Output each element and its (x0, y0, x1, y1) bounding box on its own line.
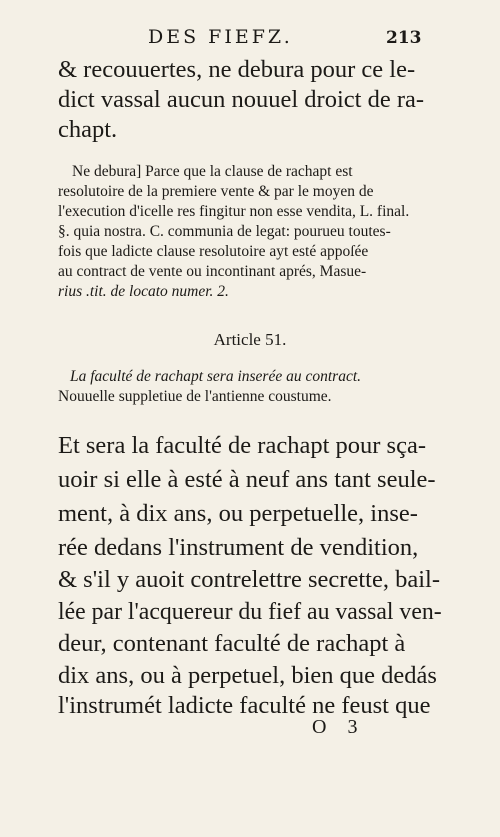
commentary-line: §. quia nostra. C. communia de legat: pourueu toutes- (58, 223, 391, 240)
signature-mark: O 3 (312, 716, 366, 738)
page-number: 213 (386, 28, 422, 48)
commentary-line: Ne debura] Parce que la clause de rachapt est (72, 163, 353, 180)
text-line: dict vassal aucun nouuel droict de ra- (58, 86, 425, 113)
text-line: deur, contenant faculté de rachapt à (58, 630, 406, 657)
article-heading: Article 51. (213, 330, 287, 349)
text-line: rée dedans l'instrument de vendition, (58, 534, 419, 561)
text-line: ment, à dix ans, ou perpetuelle, inse- (58, 500, 418, 527)
article-summary-line: Nouuelle suppletiue de l'antienne coustume. (58, 388, 332, 405)
commentary-line: rius .tit. de locato numer. 2. (58, 283, 229, 300)
commentary-line: resolutoire de la premiere vente & par le moyen de (58, 183, 374, 200)
text-line: l'instrumét ladicte faculté ne feust que (58, 692, 431, 719)
text-line: & s'il y auoit contrelettre secrette, bail- (58, 566, 440, 593)
article-summary-line: La faculté de rachapt sera inserée au contract. (70, 368, 362, 385)
text-line: dix ans, ou à perpetuel, bien que dedás (58, 662, 437, 689)
text-line: chapt. (58, 116, 118, 143)
commentary-line: au contract de vente ou incontinant aprés, Masue- (58, 263, 367, 280)
running-head: DES FIEFZ. (148, 26, 293, 48)
text-line: & recouuertes, ne debura pour ce le- (58, 56, 416, 83)
text-line: lée par l'acquereur du fief au vassal ven- (58, 598, 442, 625)
text-line: Et sera la faculté de rachapt pour sça- (58, 432, 426, 459)
page-header (0, 26, 500, 52)
commentary-line: fois que ladicte clause resolutoire ayt esté appoſée (58, 243, 369, 260)
commentary-line: l'execution d'icelle res fingitur non esse vendita, L. final. (58, 203, 410, 220)
text-line: uoir si elle à esté à neuf ans tant seule- (58, 466, 436, 493)
